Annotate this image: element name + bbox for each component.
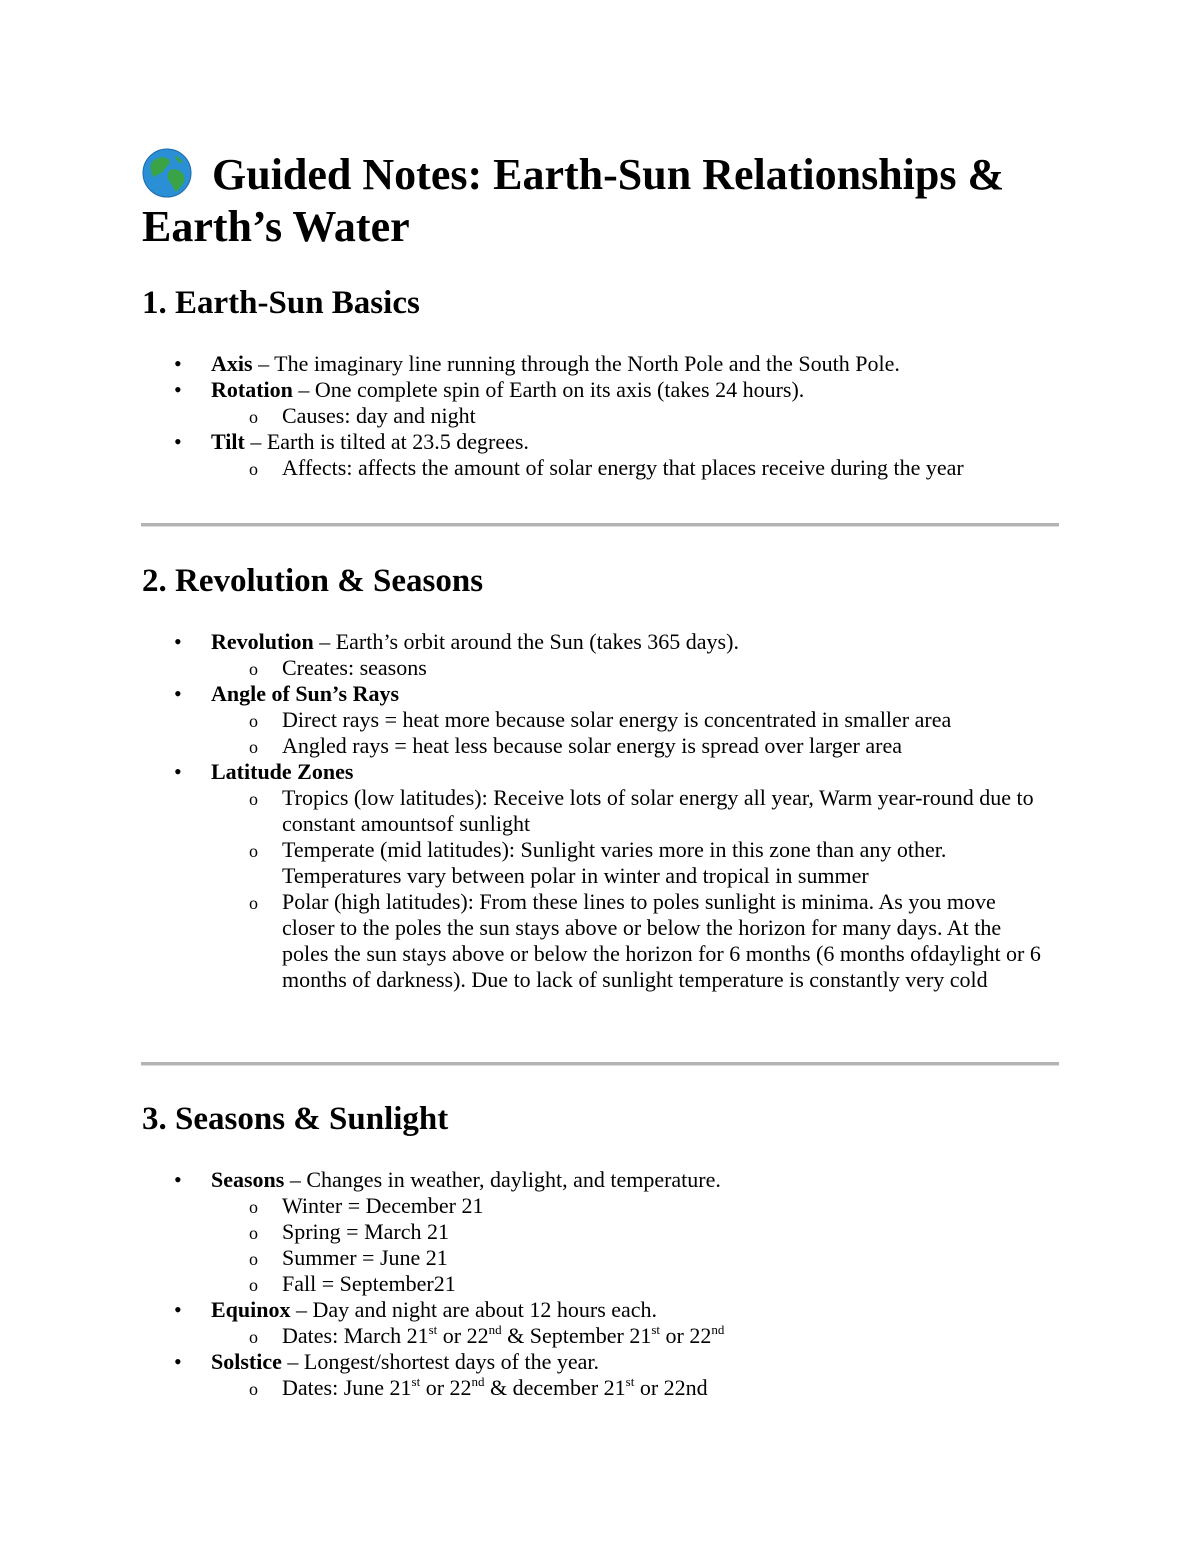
ordinal-suffix: nd xyxy=(711,1322,725,1337)
term-revolution: Revolution xyxy=(211,629,314,654)
sublist-item-temperate xyxy=(211,837,1052,889)
sublist-item-polar xyxy=(211,889,1052,993)
tilt-sublist xyxy=(211,455,1061,481)
term-latitude-zones: Latitude Zones xyxy=(211,759,354,784)
list-item-equinox xyxy=(0,1297,1061,1349)
rotation-sublist xyxy=(211,403,1061,429)
date-text: or 22 xyxy=(437,1323,489,1348)
ordinal-suffix: nd xyxy=(471,1374,485,1389)
term-solstice: Solstice xyxy=(211,1349,282,1374)
revolution-seasons-list xyxy=(0,629,1061,993)
list-item-latitude-zones xyxy=(0,759,1061,993)
date-text: & december 21 xyxy=(484,1375,626,1400)
globe-icon xyxy=(142,148,192,198)
sublist-item-equinox-dates xyxy=(211,1323,1052,1349)
ordinal-suffix: nd xyxy=(488,1322,502,1337)
ordinal-suffix: st xyxy=(411,1374,421,1389)
sublist-item-winter: o Winter = December 21 xyxy=(211,1193,1052,1219)
seasons-sunlight-list xyxy=(0,1167,1061,1401)
title-text: Guided Notes: Earth-Sun Relationships & Earth’s Water xyxy=(142,150,1005,251)
list-item-tilt xyxy=(0,429,1061,481)
definition-revolution: – Earth’s orbit around the Sun (takes 365 days). xyxy=(313,629,739,654)
section-heading-seasons-sunlight: 3. Seasons & Sunlight xyxy=(142,1101,449,1137)
date-text: or 22nd xyxy=(634,1375,708,1400)
sublist-text: Affects: affects the amount of solar energy that places receive during the year xyxy=(282,455,964,480)
date-text: or 22 xyxy=(420,1375,472,1400)
definition-solstice: – Longest/shortest days of the year. xyxy=(281,1349,599,1374)
equinox-sublist xyxy=(211,1323,1061,1349)
solstice-sublist xyxy=(211,1375,1061,1401)
term-axis: Axis xyxy=(211,351,253,376)
definition-tilt: – Earth is tilted at 23.5 degrees. xyxy=(244,429,529,454)
definition-seasons: – Changes in weather, daylight, and temperature. xyxy=(284,1167,721,1192)
sublist-item-solstice-dates xyxy=(211,1375,1052,1401)
sublist-item: o Direct rays = heat more because solar energy is concentrated in smaller area xyxy=(211,707,1052,733)
term-rotation: Rotation xyxy=(211,377,293,402)
horizontal-divider xyxy=(141,523,1059,527)
sublist-item xyxy=(211,455,1052,481)
sublist-item-spring: o Spring = March 21 xyxy=(211,1219,1052,1245)
earth-sun-basics-list xyxy=(0,351,1061,481)
sublist-item-fall: o Fall = September21 xyxy=(211,1271,1052,1297)
sublist-item: o Causes: day and night xyxy=(211,403,1052,429)
seasons-sublist xyxy=(211,1193,1061,1297)
ordinal-suffix: st xyxy=(625,1374,635,1389)
sublist-item: o Angled rays = heat less because solar energy is spread over larger area xyxy=(211,733,1052,759)
latitude-sublist xyxy=(211,785,1061,993)
list-item-axis xyxy=(0,351,1061,377)
tropics-text: Tropics (low latitudes): Receive lots of solar energy all year, Warm year-round due to constant amountsof sunlight xyxy=(282,785,1034,836)
term-angle-of-suns-rays: Angle of Sun’s Rays xyxy=(211,681,400,706)
date-text: or 22 xyxy=(660,1323,712,1348)
term-seasons: Seasons xyxy=(211,1167,285,1192)
page-title xyxy=(142,148,1082,253)
list-item-seasons xyxy=(0,1167,1061,1297)
ordinal-suffix: st xyxy=(428,1322,438,1337)
angle-sublist xyxy=(211,707,1061,759)
sublist-item: o Creates: seasons xyxy=(211,655,1052,681)
date-text: Dates: June 21 xyxy=(282,1375,412,1400)
definition-rotation: – One complete spin of Earth on its axis (takes 24 hours). xyxy=(292,377,805,402)
horizontal-divider xyxy=(141,1062,1059,1066)
term-tilt: Tilt xyxy=(211,429,245,454)
section-heading-revolution-seasons: 2. Revolution & Seasons xyxy=(142,563,484,599)
date-text: & September 21 xyxy=(501,1323,652,1348)
list-item-solstice xyxy=(0,1349,1061,1401)
term-equinox: Equinox xyxy=(211,1297,291,1322)
section-heading-earth-sun-basics: 1. Earth-Sun Basics xyxy=(142,285,420,321)
list-item-angle-of-suns-rays xyxy=(0,681,1061,759)
list-item-revolution xyxy=(0,629,1061,681)
sublist-item-summer: o Summer = June 21 xyxy=(211,1245,1052,1271)
date-text: Dates: March 21 xyxy=(282,1323,429,1348)
revolution-sublist xyxy=(211,655,1061,681)
list-item-rotation xyxy=(0,377,1061,429)
polar-text: Polar (high latitudes): From these lines to poles sunlight is minima. As you move closer to the poles the sun stays above or below the horizon for many days. At the poles the sun stays above or below the horizon for 6 months (6 months ofdaylight or 6 months of darkness). Due to lack of sunlight temperature is constantly very cold xyxy=(282,889,1041,992)
definition-equinox: – Day and night are about 12 hours each. xyxy=(290,1297,658,1322)
ordinal-suffix: st xyxy=(651,1322,660,1337)
temperate-text: Temperate (mid latitudes): Sunlight varies more in this zone than any other. Temperatures vary between polar in winter and tropical in summer xyxy=(282,837,947,888)
definition-axis: – The imaginary line running through the North Pole and the South Pole. xyxy=(252,351,900,376)
sublist-item-tropics xyxy=(211,785,1052,837)
